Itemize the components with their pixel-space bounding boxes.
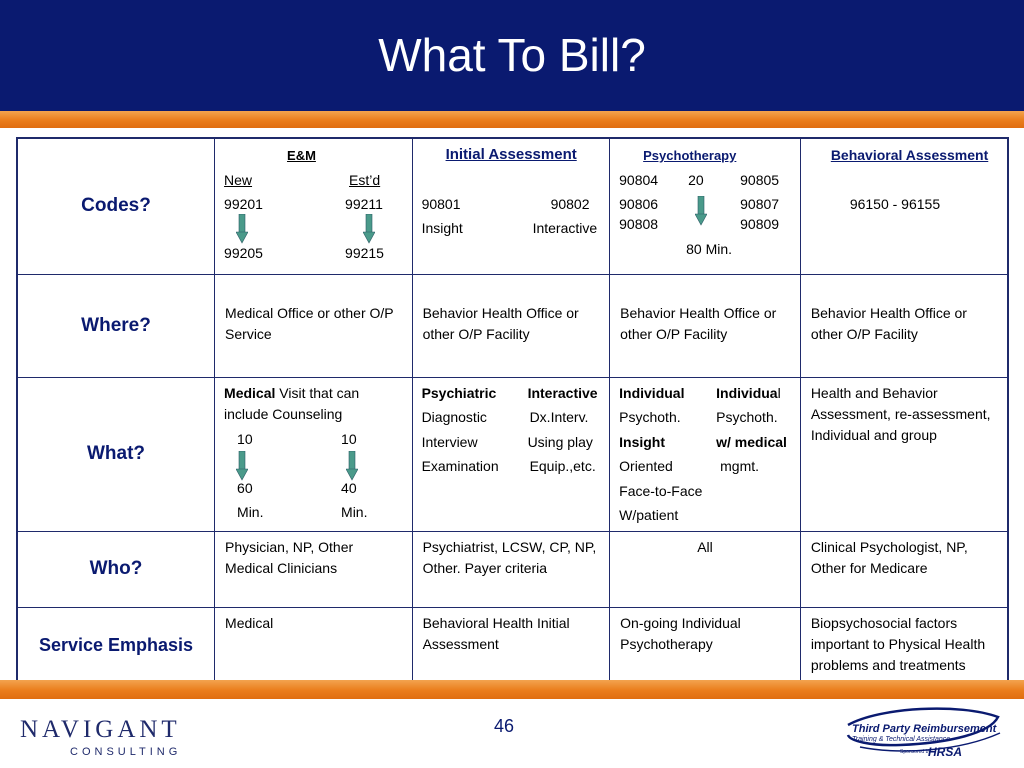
down-arrow-icon — [695, 196, 707, 226]
em-new-end: 99205 — [224, 245, 263, 261]
emphasis-em-cell — [215, 607, 413, 685]
down-arrow-icon — [236, 214, 248, 244]
initial-header: Initial Assessment — [445, 146, 577, 163]
row-header-what: What? — [17, 377, 215, 531]
psycho-r3c3: 90809 — [740, 216, 780, 232]
emphasis-behavioral-text: Biopsychosocial factors important to Physical Health problems and treatments — [810, 614, 986, 673]
what-psycho-d1: Face-to-Face — [619, 482, 703, 499]
emphasis-em-text: Medical — [225, 614, 274, 631]
where-em-cell — [215, 274, 413, 377]
what-psycho-b1: Insight — [619, 433, 666, 450]
orange-divider-top — [0, 111, 1024, 128]
what-initial-b2: Using play — [527, 433, 593, 450]
em-estd-label: Est’d — [349, 172, 381, 188]
em-estd-end: 99215 — [345, 245, 384, 261]
orange-divider-bottom — [0, 680, 1024, 699]
row-header-where: Where? — [17, 274, 215, 377]
initial-label1: Insight — [421, 220, 463, 236]
what-em-right-unit: Min. — [341, 503, 368, 520]
psycho-r1c3: 90805 — [740, 172, 780, 188]
slide-title: What To Bill? — [378, 29, 646, 81]
row-header-emphasis: Service Emphasis — [17, 607, 215, 685]
psycho-minutes: 80 Min. — [686, 241, 733, 257]
what-initial-c2: Equip.,etc. — [529, 457, 596, 474]
title-bar — [0, 0, 1024, 111]
psycho-r1c1: 90804 — [619, 172, 659, 188]
where-behavioral-cell — [800, 274, 1008, 377]
where-behavioral-text: Behavior Health Office or other O/P Facility — [810, 304, 967, 342]
what-initial-c1: Examination — [421, 457, 499, 474]
what-em-cell — [215, 377, 413, 531]
table-row-what — [17, 377, 1008, 531]
what-initial-a1: Diagnostic — [421, 408, 487, 425]
what-em-bold: Medical — [224, 384, 276, 401]
what-psycho-h2b: l — [777, 384, 781, 401]
what-behavioral-text: Health and Behavior Assessment, re-assessment, Individual and group — [810, 384, 991, 443]
billing-table — [16, 137, 1009, 686]
who-initial-text: Psychiatrist, LCSW, CP, NP, Other. Payer criteria — [422, 538, 597, 576]
what-em-left-end: 60 — [237, 479, 253, 496]
emphasis-psycho-cell — [610, 607, 801, 685]
em-header: E&M — [287, 148, 316, 163]
down-arrow-icon — [346, 451, 358, 481]
where-psycho-cell — [610, 274, 801, 377]
what-em-right-start: 10 — [341, 430, 357, 447]
emphasis-initial-cell — [412, 607, 610, 685]
who-psycho-text: All — [697, 538, 713, 555]
codes-behavioral-cell — [800, 138, 1008, 274]
hrsa-wordmark: HRSA — [928, 745, 963, 759]
where-em-text: Medical Office or other O/P Service — [225, 304, 394, 342]
what-psycho-h1: Individual — [619, 384, 685, 401]
codes-psycho-cell — [610, 138, 801, 274]
emphasis-initial-text: Behavioral Health Initial Assessment — [422, 614, 570, 652]
navigant-wordmark: NAVIGANT — [20, 716, 181, 743]
who-behavioral-cell — [800, 531, 1008, 607]
where-initial-text: Behavior Health Office or other O/P Facility — [422, 304, 579, 342]
row-header-who: Who? — [17, 531, 215, 607]
who-behavioral-text: Clinical Psychologist, NP, Other for Medicare — [810, 538, 968, 576]
behavioral-header: Behavioral Assessment — [830, 147, 989, 163]
what-em-left-unit: Min. — [237, 503, 264, 520]
what-em-rest: Visit that can include Counseling — [224, 384, 360, 422]
emphasis-behavioral-cell — [800, 607, 1008, 685]
who-psycho-cell — [610, 531, 801, 607]
psycho-r3c1: 90808 — [619, 216, 659, 232]
what-psycho-c2: mgmt. — [720, 457, 760, 474]
tpr-subtitle: Training & Technical Assistance — [852, 736, 951, 743]
what-initial-h2: Interactive — [527, 384, 598, 401]
down-arrow-icon — [363, 214, 375, 244]
em-new-label: New — [224, 172, 253, 188]
codes-initial-cell — [412, 138, 610, 274]
table-row-codes — [17, 138, 1008, 274]
initial-code1: 90801 — [421, 196, 461, 212]
what-psycho-cell — [610, 377, 801, 531]
what-initial-b1: Interview — [421, 433, 478, 450]
what-psycho-a2: Psychoth. — [716, 408, 778, 425]
table-row-who — [17, 531, 1008, 607]
em-new-start: 99201 — [224, 196, 263, 212]
tpr-title: Third Party Reimbursement — [852, 723, 997, 735]
initial-code2: 90802 — [550, 196, 590, 212]
what-em-right-end: 40 — [341, 479, 357, 496]
page-number: 46 — [494, 716, 515, 736]
psycho-r2c1: 90806 — [619, 196, 659, 212]
what-em-left-start: 10 — [237, 430, 253, 447]
what-psycho-a1: Psychoth. — [619, 408, 681, 425]
row-header-codes: Codes? — [17, 138, 215, 274]
where-psycho-text: Behavior Health Office or other O/P Facility — [620, 304, 777, 342]
where-initial-cell — [412, 274, 610, 377]
em-estd-start: 99211 — [345, 196, 383, 212]
what-psycho-h2a: Individua — [716, 384, 778, 401]
what-psycho-c1: Oriented — [619, 457, 673, 474]
tpr-sponsor: Sponsored by — [900, 749, 931, 755]
what-initial-cell — [412, 377, 610, 531]
initial-label2: Interactive — [532, 220, 598, 236]
psycho-r1c2: 20 — [688, 172, 704, 188]
what-initial-h1: Psychiatric — [421, 384, 497, 401]
what-behavioral-cell — [800, 377, 1008, 531]
what-initial-a2: Dx.Interv. — [529, 408, 589, 425]
who-em-cell — [215, 531, 413, 607]
emphasis-psycho-text: On-going Individual Psychotherapy — [620, 614, 741, 652]
who-em-text: Physician, NP, Other Medical Clinicians — [225, 538, 354, 576]
what-psycho-b2: w/ medical — [716, 433, 787, 450]
who-initial-cell — [412, 531, 610, 607]
navigant-subtitle: CONSULTING — [70, 746, 182, 758]
table-row-where — [17, 274, 1008, 377]
tpr-logo — [840, 703, 1005, 763]
table-row-emphasis — [17, 607, 1008, 685]
behavioral-range: 96150 - 96155 — [849, 196, 941, 212]
what-psycho-e1: W/patient — [619, 506, 679, 523]
codes-em-cell — [215, 138, 413, 274]
down-arrow-icon — [236, 451, 248, 481]
psycho-r2c3: 90807 — [740, 196, 780, 212]
psycho-header: Psychotherapy — [643, 148, 737, 163]
